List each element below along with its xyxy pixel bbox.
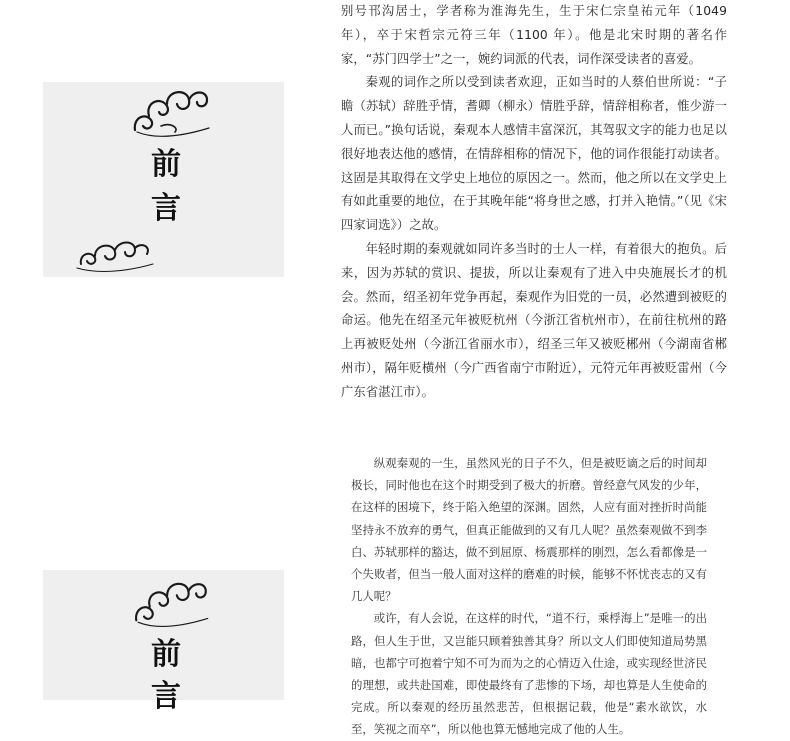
text-column-bottom <box>351 452 707 741</box>
paragraph: 别号邗沟居士，学者称为淮海先生，生于宋仁宗皇祐元年（1049 年），卒于宋哲宗元符三年（1100 年）。他是北宋时期的著名作家，“苏门四学士”之一，婉约词派的代表，词作深受读者的喜爱。 <box>341 4 727 66</box>
text-column-top <box>341 0 727 405</box>
paragraph: 年轻时期的秦观就如同许多当时的士人一样，有着很大的抱负。后来，因为苏轼的赏识、提拔，所以让秦观有了进入中央施展长才的机会。然而，绍圣初年党争再起，秦观作为旧党的一员，必然遭到被贬的命运。他先在绍圣元年被贬杭州（今浙江省杭州市），在前往杭州的路上再被贬处州（今浙江省丽水市），绍圣三年又被贬郴州（今湖南省郴州市），隔年贬横州（今广西省南宁市附近），元符元年再被贬雷州（今广东省湛江市）。 <box>341 241 727 399</box>
paragraph: 或许，有人会说，在这样的时代，“道不行，乘桴海上”是唯一的出路，但人生于世，又岂能只顾着独善其身？所以文人们即使知道局势黑暗，也都宁可抱着宁知不可为而为之的心情迈入仕途，或实现经世济民的理想，或共赴国难，即使最终有了悲惨的下场，却也算是人生使命的完成。所以秦观的经历虽然悲苦，但根据记载，他是“素水欲饮，水至，笑视之而卒”，所以他也算无憾地完成了他的人生。 <box>351 611 707 737</box>
cloud-ornament-icon <box>75 234 155 274</box>
heading-panel <box>43 570 284 714</box>
heading-char-2: 言 <box>151 679 181 714</box>
heading-char-2: 言 <box>151 191 181 226</box>
paragraph: 纵观秦观的一生，虽然风光的日子不久，但是被贬谪之后的时间却极长，同时他也在这个时期受到了极大的折磨。曾经意气风发的少年，在这样的困境下，终于陷入绝望的深渊。固然，人应有面对挫折时尚能坚持永不放弃的勇气，但真正能做到的又有几人呢？虽然秦观做不到李白、苏轼那样的豁达，做不到屈原、杨震那样的刚烈，怎么看都像是一个失败者，但当一般人面对这样的磨难的时候，能够不怀忧丧志的又有几人呢？ <box>351 456 707 604</box>
paragraph: 秦观的词作之所以受到读者欢迎，正如当时的人蔡伯世所说：“子瞻（苏轼）辞胜乎情，耆卿（柳永）情胜乎辞，情辞相称者，惟少游一人而已。”换句话说，秦观本人感情丰富深沉，其驾驭文字的能力也足以很好地表达他的感情，在情辞相称的情况下，他的词作很能打动读者。这固是其取得在文学史上地位的原因之一。然而，他之所以在文学史上有如此重要的地位，在于其晚年能“将身世之感，打并入艳情。”（见《宋四家词选》）之故。 <box>341 75 727 233</box>
heading-char-1: 前 <box>151 147 181 182</box>
heading-panel <box>43 82 284 277</box>
cloud-ornament-icon <box>131 82 213 140</box>
cloud-ornament-icon <box>131 574 213 630</box>
heading-char-1: 前 <box>151 637 181 672</box>
